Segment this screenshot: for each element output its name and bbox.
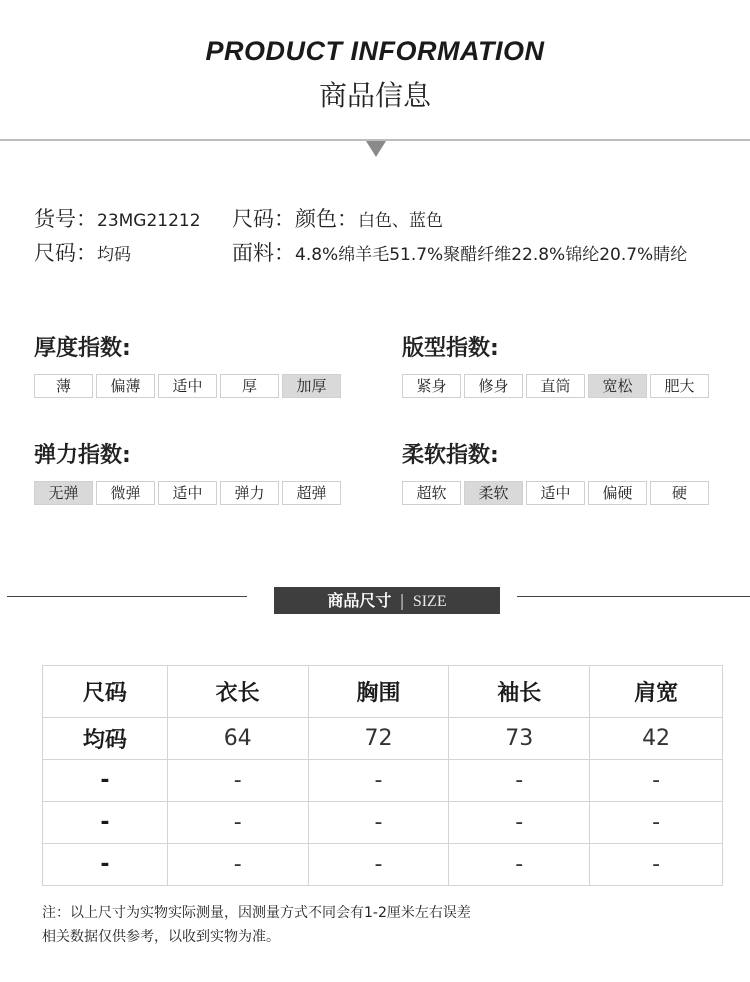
table-cell: 73 <box>449 718 590 760</box>
table-row <box>43 802 723 844</box>
title-en: PRODUCT INFORMATION <box>205 36 545 66</box>
down-arrow-icon <box>366 141 386 157</box>
table-cell: - <box>308 844 449 886</box>
color-label: 颜色： <box>295 207 358 231</box>
size-table <box>42 665 723 886</box>
title-zh: 商品信息 <box>318 79 431 112</box>
table-cell: - <box>43 802 168 844</box>
fit-option: 宽松 <box>588 374 647 398</box>
table-cell: 均码 <box>43 718 168 760</box>
thickness-option: 偏薄 <box>96 374 155 398</box>
elasticity-title: 弹力指数: <box>34 443 131 468</box>
item-no-label: 货号： <box>34 207 97 231</box>
size-banner-sep: | <box>399 591 405 610</box>
table-header: 尺码 <box>43 666 168 718</box>
color-value: 白色、蓝色 <box>358 211 443 231</box>
table-header-row <box>43 666 723 718</box>
size-divider-right <box>517 596 750 597</box>
softness-option: 超软 <box>402 481 461 505</box>
thickness-option: 加厚 <box>282 374 341 398</box>
table-cell: 72 <box>308 718 449 760</box>
table-cell: - <box>167 760 308 802</box>
table-row <box>43 718 723 760</box>
table-cell: - <box>449 844 590 886</box>
elasticity-option: 超弹 <box>282 481 341 505</box>
softness-title: 柔软指数: <box>402 443 499 468</box>
elasticity-option: 弹力 <box>220 481 279 505</box>
table-cell: - <box>308 760 449 802</box>
thickness-option: 适中 <box>158 374 217 398</box>
note-line-2: 相关数据仅供参考，以收到实物为准。 <box>42 929 280 945</box>
table-cell: - <box>590 760 723 802</box>
table-header: 肩宽 <box>590 666 723 718</box>
table-cell: 64 <box>167 718 308 760</box>
note-line-1: 注：以上尺寸为实物实际测量，因测量方式不同会有1-2厘米左右误差 <box>42 905 471 921</box>
size2-value: 均码 <box>97 245 131 265</box>
table-cell: - <box>43 844 168 886</box>
elasticity-option: 微弹 <box>96 481 155 505</box>
table-header: 衣长 <box>167 666 308 718</box>
fit-option: 紧身 <box>402 374 461 398</box>
size-color-row <box>232 203 443 233</box>
thickness-option: 薄 <box>34 374 93 398</box>
elasticity-option: 适中 <box>158 481 217 505</box>
fit-option: 肥大 <box>650 374 709 398</box>
softness-option: 硬 <box>650 481 709 505</box>
size-divider-left <box>7 596 247 597</box>
size-banner-en: SIZE <box>412 593 447 610</box>
size-label: 尺码： <box>232 207 295 231</box>
fit-title: 版型指数: <box>402 336 499 361</box>
table-cell: - <box>43 760 168 802</box>
thickness-option: 厚 <box>220 374 279 398</box>
softness-option: 适中 <box>526 481 585 505</box>
table-header: 胸围 <box>308 666 449 718</box>
thickness-title: 厚度指数: <box>34 336 131 361</box>
table-header: 袖长 <box>449 666 590 718</box>
item-no-value: 23MG21212 <box>97 211 201 231</box>
softness-option: 偏硬 <box>588 481 647 505</box>
table-cell: - <box>308 802 449 844</box>
fit-option: 修身 <box>464 374 523 398</box>
table-row <box>43 760 723 802</box>
fit-options <box>402 374 711 398</box>
thickness-options <box>34 374 343 398</box>
table-cell: - <box>449 760 590 802</box>
size-banner <box>274 587 500 614</box>
table-cell: - <box>590 844 723 886</box>
table-cell: - <box>167 802 308 844</box>
fit-option: 直筒 <box>526 374 585 398</box>
item-no-row <box>34 203 201 233</box>
table-cell: 42 <box>590 718 723 760</box>
size2-row <box>34 237 131 267</box>
table-cell: - <box>167 844 308 886</box>
elasticity-option: 无弹 <box>34 481 93 505</box>
table-row <box>43 844 723 886</box>
fabric-value: 4.8%绵羊毛51.7%聚醋纤维22.8%锦纶20.7%睛纶 <box>295 245 688 265</box>
softness-options <box>402 481 711 505</box>
elasticity-options <box>34 481 343 505</box>
softness-option: 柔软 <box>464 481 523 505</box>
fabric-row <box>232 237 687 267</box>
size-banner-zh: 商品尺寸 <box>327 591 392 610</box>
size2-label: 尺码： <box>34 241 97 265</box>
fabric-label: 面料： <box>232 241 295 265</box>
table-cell: - <box>449 802 590 844</box>
table-cell: - <box>590 802 723 844</box>
